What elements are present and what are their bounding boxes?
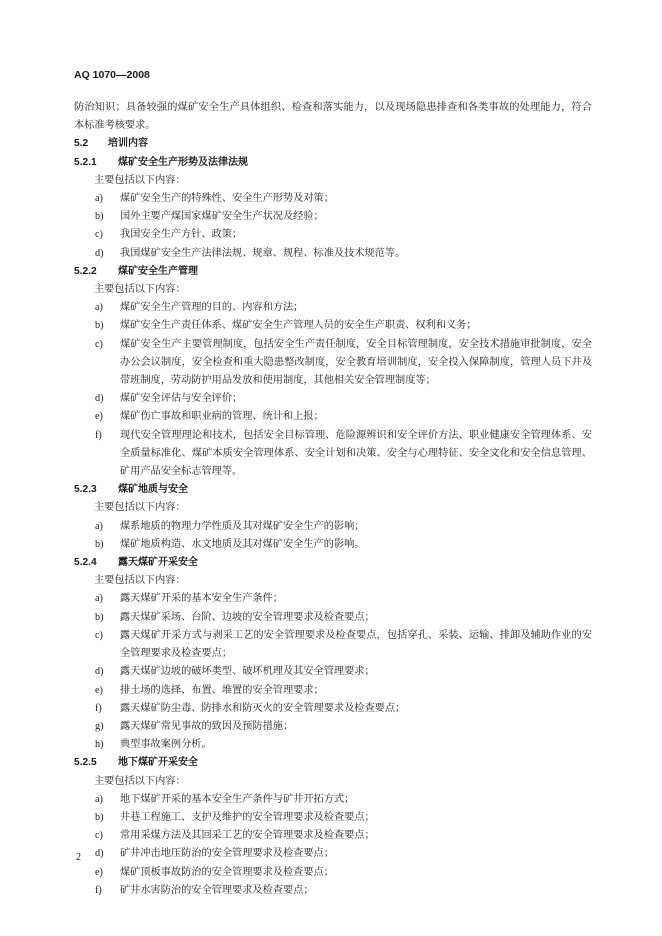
subsection-heading — [74, 154, 592, 172]
subsection-heading — [74, 554, 592, 572]
item-marker: a) — [95, 302, 103, 314]
list-item — [74, 408, 592, 426]
list-item — [74, 736, 592, 754]
list-item — [74, 190, 592, 208]
list-item — [74, 845, 592, 863]
item-marker: b) — [95, 611, 104, 623]
item-marker: e) — [95, 411, 103, 423]
item-marker: f) — [95, 702, 102, 714]
list-item — [74, 882, 592, 900]
intro-text: 主要包括以下内容： — [94, 575, 186, 587]
item-marker: g) — [95, 720, 104, 732]
list-item — [74, 590, 592, 608]
item-marker: f) — [95, 429, 102, 441]
subsection-title: 露天煤矿开采安全 — [118, 557, 198, 569]
subsection — [74, 154, 592, 263]
item-text: 我国煤矿安全生产法律法规、规章、规程、标准及技术规范等。 — [120, 247, 406, 259]
item-marker: b) — [95, 320, 104, 332]
subsection-title: 地下煤矿开采安全 — [118, 757, 198, 769]
list-item — [74, 827, 592, 845]
item-text: 排土场的选择、布置、堆置的安全管理要求； — [120, 684, 324, 696]
subsection-number: 5.2.4 — [74, 557, 97, 569]
list-item — [74, 609, 592, 627]
item-text: 露天煤矿开采的基本安全生产条件； — [120, 593, 283, 605]
opening-paragraph: 防治知识；具备较强的煤矿安全生产具体组织、检查和落实能力，以及现场隐患排查和各类事故的处理能力，符合本标准考核要求。 — [74, 102, 592, 132]
item-marker: h) — [95, 739, 104, 751]
item-marker: a) — [95, 593, 103, 605]
item-text: 矿井水害防治的安全管理要求及检查要点； — [120, 884, 314, 896]
item-list — [74, 590, 592, 754]
item-list — [74, 299, 592, 481]
list-item — [74, 700, 592, 718]
subsection-title: 煤矿地质与安全 — [118, 484, 188, 496]
item-marker: c) — [95, 830, 103, 842]
page-number: 2 — [76, 852, 81, 863]
item-text: 煤矿安全生产主要管理制度，包括安全生产责任制度，安全目标管理制度，安全技术措施审批制度，安全办公会议制度，安全检查和重大隐患整改制度，安全教育培训制度，安全投入保障制度，管理人员下井及带班制度，劳动防护用品发放和使用制度，其他相关安全管理制度等； — [120, 338, 592, 387]
list-item — [74, 518, 592, 536]
item-text: 露天煤矿防尘毒、防排水和防灭火的安全管理要求及检查要点； — [120, 702, 406, 714]
item-marker: f) — [95, 884, 102, 896]
item-text: 煤矿地质构造、水文地质及其对煤矿安全生产的影响。 — [120, 538, 365, 550]
list-item — [74, 390, 592, 408]
subsection-number: 5.2.1 — [74, 156, 97, 168]
list-item — [74, 791, 592, 809]
item-text: 煤矿安全评估与安全评价； — [120, 393, 243, 405]
intro-text: 主要包括以下内容： — [94, 502, 186, 514]
item-text: 矿井冲击地压防治的安全管理要求及检查要点； — [120, 848, 334, 860]
subsection-number: 5.2.2 — [74, 265, 97, 277]
item-text: 典型事故案例分析。 — [120, 739, 212, 751]
list-item — [74, 427, 592, 482]
item-text: 我国安全生产方针、政策； — [120, 229, 243, 241]
list-item — [74, 809, 592, 827]
item-text: 煤矿安全生产的特殊性、安全生产形势及对策； — [120, 193, 334, 205]
subsection-heading — [74, 754, 592, 772]
item-marker: d) — [95, 393, 104, 405]
item-text: 井巷工程施工、支护及维护的安全管理要求及检查要点； — [120, 811, 375, 823]
list-item — [74, 627, 592, 663]
list-item — [74, 718, 592, 736]
intro-text: 主要包括以下内容： — [94, 174, 186, 186]
item-marker: d) — [95, 848, 104, 860]
subsection-number: 5.2.3 — [74, 484, 97, 496]
item-text: 露天煤矿开采方式与剥采工艺的安全管理要求及检查要点，包括穿孔、采装、运输、排卸及辅助作业的安全管理要求及检查要点； — [120, 629, 592, 660]
intro-text: 主要包括以下内容： — [94, 284, 186, 296]
item-text: 煤矿顶板事故防治的安全管理要求及检查要点； — [120, 866, 334, 878]
item-text: 现代安全管理理论和技术，包括安全目标管理、危险源辨识和安全评价方法、职业健康安全管理体系、安全质量标准化、煤矿本质安全管理体系、安全计划和决策、安全与心理特征、安全文化和安全信息管理、矿用产品安全标志管理等。 — [120, 429, 592, 478]
list-item — [74, 336, 592, 391]
item-text: 国外主要产煤国家煤矿安全生产状况及经验； — [120, 211, 324, 223]
item-marker: c) — [95, 229, 103, 241]
section-number: 5.2 — [74, 138, 89, 150]
item-marker: b) — [95, 538, 104, 550]
intro-text: 主要包括以下内容： — [94, 775, 186, 787]
item-list — [74, 791, 592, 900]
subsection-list — [74, 154, 592, 900]
subsection-heading — [74, 263, 592, 281]
list-item — [74, 682, 592, 700]
list-item — [74, 208, 592, 226]
item-list — [74, 518, 592, 554]
item-text: 露天煤矿采场、台阶、边坡的安全管理要求及检查要点； — [120, 611, 375, 623]
subsection — [74, 554, 592, 754]
item-marker: d) — [95, 247, 104, 259]
item-marker: a) — [95, 520, 103, 532]
item-text: 煤矿安全生产管理的目的、内容和方法； — [120, 302, 304, 314]
item-text: 地下煤矿开采的基本安全生产条件与矿井开拓方式； — [120, 793, 355, 805]
subsection — [74, 481, 592, 554]
subsection-title: 煤矿安全生产管理 — [118, 265, 198, 277]
item-marker: a) — [95, 793, 103, 805]
section-title: 培训内容 — [108, 138, 148, 150]
item-marker: b) — [95, 811, 104, 823]
list-item — [74, 864, 592, 882]
list-item — [74, 536, 592, 554]
subsection-title: 煤矿安全生产形势及法律法规 — [118, 156, 248, 168]
document-body — [74, 99, 592, 900]
list-item — [74, 663, 592, 681]
item-text: 露天煤矿常见事故的致因及预防措施； — [120, 720, 294, 732]
item-text: 煤矿伤亡事故和职业病的管理、统计和上报； — [120, 411, 324, 423]
standard-code-header: AQ 1070—2008 — [74, 69, 150, 81]
subsection-heading — [74, 481, 592, 499]
subsection — [74, 754, 592, 900]
item-text: 煤矿安全生产责任体系、煤矿安全生产管理人员的安全生产职责、权利和义务； — [120, 320, 477, 332]
section-heading — [74, 135, 592, 153]
list-item — [74, 299, 592, 317]
subsection-number: 5.2.5 — [74, 757, 97, 769]
list-item — [74, 226, 592, 244]
list-item — [74, 317, 592, 335]
item-marker: a) — [95, 193, 103, 205]
item-marker: c) — [95, 338, 103, 350]
subsection — [74, 263, 592, 481]
list-item — [74, 245, 592, 263]
item-marker: e) — [95, 684, 103, 696]
item-marker: e) — [95, 866, 103, 878]
item-text: 常用采煤方法及其回采工艺的安全管理要求及检查要点； — [120, 830, 375, 842]
item-marker: c) — [95, 629, 103, 641]
item-list — [74, 190, 592, 263]
item-text: 露天煤矿边坡的破坏类型、破坏机理及其安全管理要求； — [120, 666, 375, 678]
item-marker: d) — [95, 666, 104, 678]
item-text: 煤系地质的物理力学性质及其对煤矿安全生产的影响； — [120, 520, 365, 532]
item-marker: b) — [95, 211, 104, 223]
